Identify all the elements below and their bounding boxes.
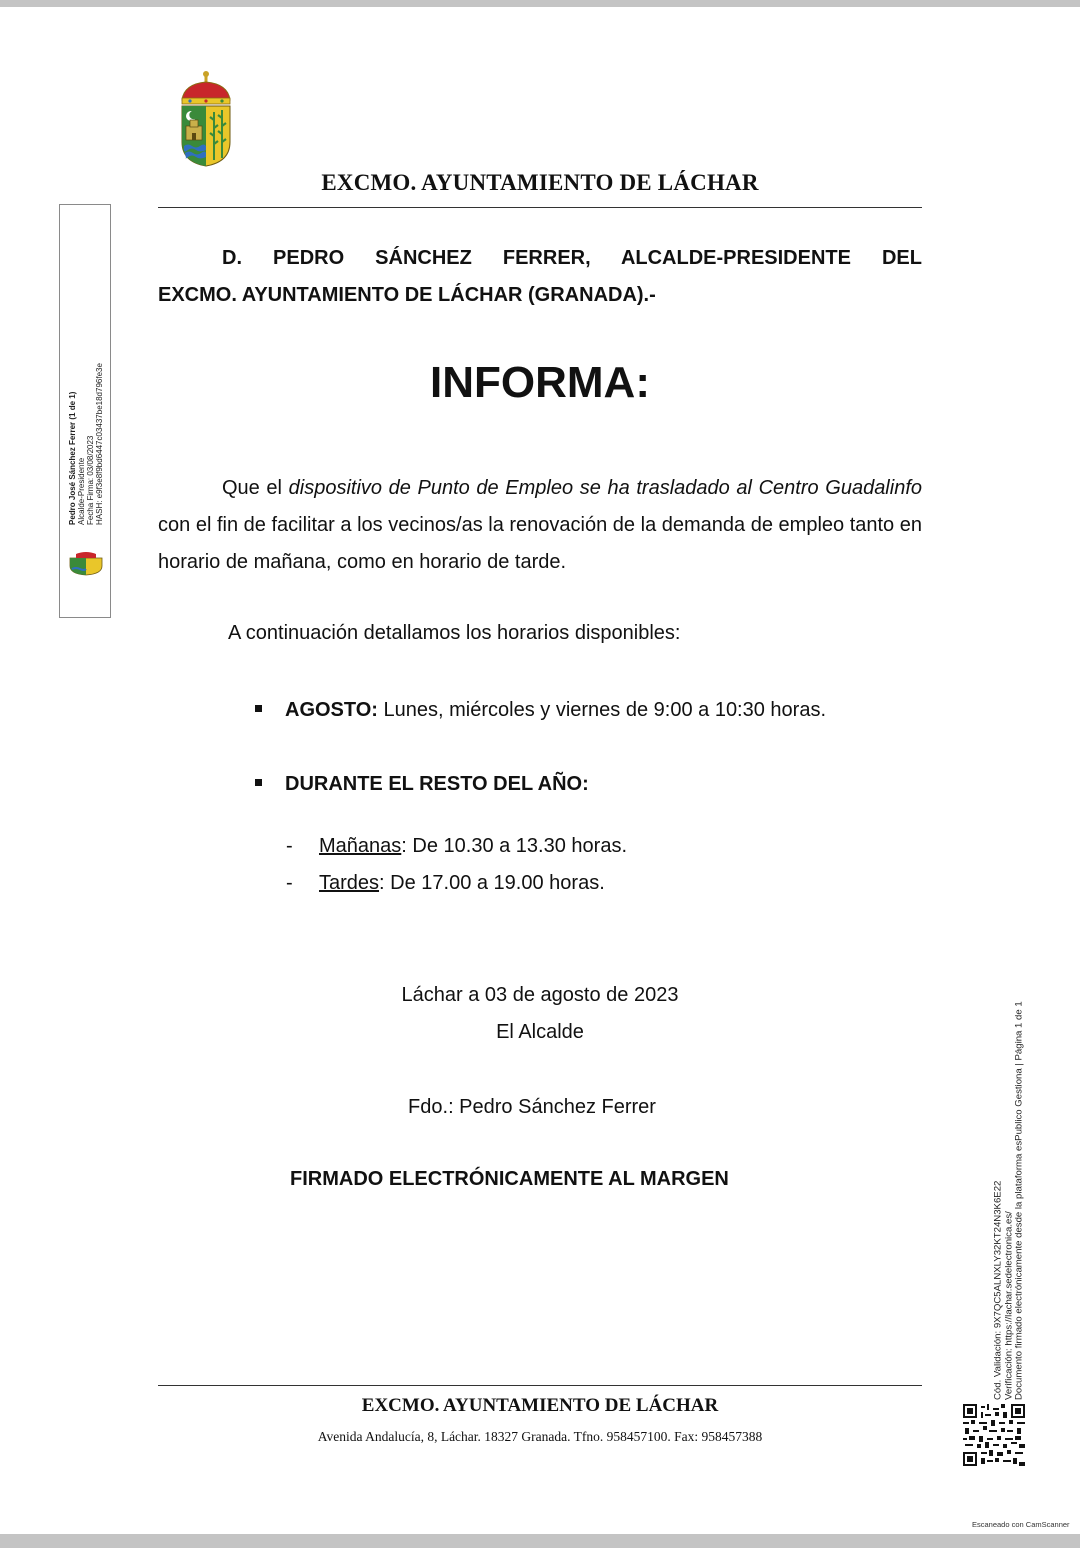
signature-details xyxy=(68,225,104,525)
signer-name: Pedro José Sánchez Ferrer (1 de 1) xyxy=(68,391,77,525)
dash-marker: - xyxy=(286,835,293,857)
square-bullet-icon xyxy=(255,779,262,786)
validation-code: Cód. Validación: 9X7QC5ALNXLY32KT24N3K6E22 xyxy=(992,1180,1004,1400)
signed-by: Fdo.: Pedro Sánchez Ferrer xyxy=(408,1096,656,1118)
signer-role: Alcalde-Presidente xyxy=(77,457,86,525)
small-crest-icon xyxy=(66,550,106,576)
signature-date: Fecha Firma: 03/08/2023 xyxy=(86,435,95,525)
signer-role-line: El Alcalde xyxy=(496,1021,584,1043)
validation-details xyxy=(993,940,1025,1400)
scan-top-edge xyxy=(0,0,1080,7)
sub-item xyxy=(286,835,627,858)
place-date: Láchar a 03 de agosto de 2023 xyxy=(401,984,679,1006)
bullet-text: Lunes, miércoles y viernes de 9:00 a 10:30 horas. xyxy=(377,699,827,721)
bullet-label: AGOSTO: xyxy=(285,699,378,721)
sub-item-label: Mañanas xyxy=(319,835,402,857)
footer-address: Avenida Andalucía, 8, Láchar. 18327 Granada. Tfno. 958457100. Fax: 958457388 xyxy=(317,1429,763,1444)
platform-note: Documento firmado electrónicamente desde la plataforma esPublico Gestiona | Página 1 de 1 xyxy=(1013,1001,1025,1400)
issuer-line-1: D. PEDRO SÁNCHEZ FERRER, ALCALDE-PRESIDENTE DEL xyxy=(222,247,922,269)
sub-item-label: Tardes xyxy=(319,872,380,894)
signature-hash: HASH: e9f3e8f9bd6447c03437be18d796fe3e xyxy=(95,363,104,525)
issuer-statement xyxy=(158,240,922,314)
footer-divider xyxy=(158,1385,922,1386)
square-bullet-icon xyxy=(255,705,262,712)
sub-item xyxy=(286,872,605,895)
sub-item-text: : De 17.00 a 19.00 horas. xyxy=(379,872,605,894)
bullet-item xyxy=(255,773,589,796)
qr-code-icon xyxy=(963,1404,1025,1466)
electronic-signature-note: FIRMADO ELECTRÓNICAMENTE AL MARGEN xyxy=(290,1168,729,1190)
para-part-2: con el fin de facilitar a los vecinos/as la renovación de la demanda de empleo tanto en horario de mañana, como en horario de tarde. xyxy=(158,514,922,573)
sub-item-text: : De 10.30 a 13.30 horas. xyxy=(401,835,627,857)
header-title: EXCMO. AYUNTAMIENTO DE LÁCHAR xyxy=(321,170,759,195)
dash-marker: - xyxy=(286,872,293,894)
schedule-intro: A continuación detallamos los horarios disponibles: xyxy=(228,622,681,644)
para-part-1: Que el xyxy=(222,477,289,499)
bullet-label: DURANTE EL RESTO DEL AÑO: xyxy=(285,773,589,795)
footer-title: EXCMO. AYUNTAMIENTO DE LÁCHAR xyxy=(361,1395,719,1416)
issuer-line-2: EXCMO. AYUNTAMIENTO DE LÁCHAR (GRANADA).- xyxy=(158,284,656,306)
scanner-watermark: Escaneado con CamScanner xyxy=(972,1520,1070,1529)
main-paragraph xyxy=(158,470,922,581)
municipal-crest-icon xyxy=(176,70,236,168)
bullet-item xyxy=(255,699,826,722)
para-italic: dispositivo de Punto de Empleo se ha trasladado al Centro Guadalinfo xyxy=(288,477,922,499)
verification-url: Verificación: https://lachar.sedelectronica.es/ xyxy=(1002,1211,1014,1400)
signature-margin-box xyxy=(59,204,111,618)
header-divider xyxy=(158,207,922,208)
scan-bottom-edge xyxy=(0,1534,1080,1548)
document-heading: INFORMA: xyxy=(430,358,650,407)
